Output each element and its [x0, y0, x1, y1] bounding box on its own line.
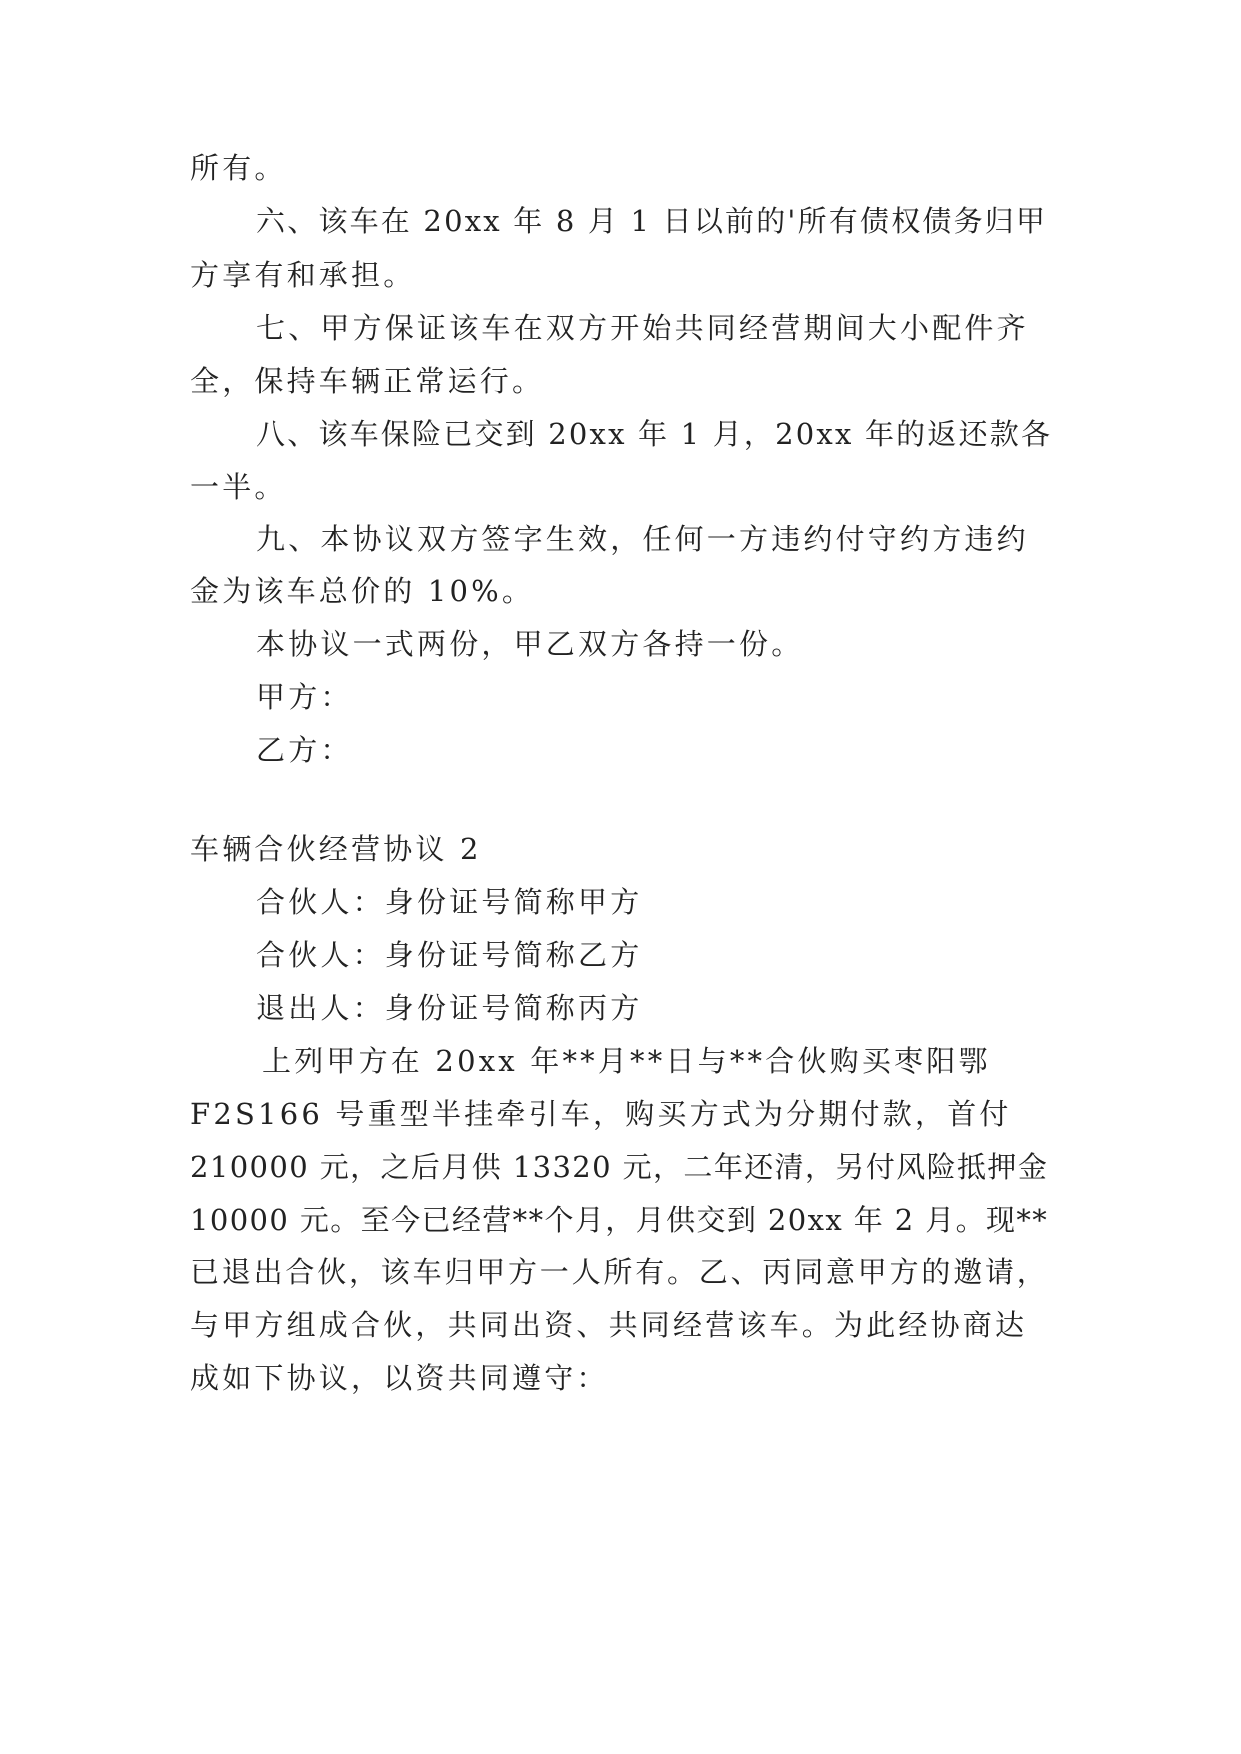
party-a-signature: 甲方： — [256, 680, 353, 714]
copies-statement: 本协议一式两份，甲乙双方各持一份。 — [256, 627, 804, 661]
clause-6-line-1: 六、该车在 20xx 年 8 月 1 日以前的'所有债权债务归甲 — [256, 204, 1048, 238]
body-paragraph-line-6: 与甲方组成合伙，共同出资、共同经营该车。为此经协商达 — [190, 1308, 1028, 1342]
clause-6-line-2: 方享有和承担。 — [190, 258, 416, 292]
party-b-signature: 乙方： — [256, 733, 353, 767]
clause-7-line-1: 七、甲方保证该车在双方开始共同经营期间大小配件齐 — [256, 311, 1029, 345]
clause-8-line-1: 八、该车保险已交到 20xx 年 1 月，20xx 年的返还款各 — [256, 417, 1053, 451]
body-paragraph-line-3: 210000 元，之后月供 13320 元，二年还清，另付风险抵押金 — [190, 1150, 1049, 1184]
clause-9-line-1: 九、本协议双方签字生效，任何一方违约付守约方违约 — [256, 522, 1029, 556]
body-paragraph-line-5: 已退出合伙，该车归甲方一人所有。乙、丙同意甲方的邀请， — [190, 1255, 1049, 1289]
clause-7-line-2: 全，保持车辆正常运行。 — [190, 364, 545, 398]
text-line: 所有。 — [190, 151, 287, 185]
body-paragraph-line-1: 上列甲方在 20xx 年**月**日与**合伙购买枣阳鄂 — [262, 1044, 991, 1078]
body-paragraph-line-2: F2S166 号重型半挂牵引车，购买方式为分期付款，首付 — [190, 1097, 1012, 1131]
partner-a-line: 合伙人：身份证号简称甲方 — [256, 885, 643, 919]
clause-9-line-2: 金为该车总价的 10%。 — [190, 574, 535, 608]
body-paragraph-line-4: 10000 元。至今已经营**个月，月供交到 20xx 年 2 月。现** — [190, 1203, 1049, 1237]
clause-8-line-2: 一半。 — [190, 470, 287, 504]
section-title: 车辆合伙经营协议 2 — [190, 832, 482, 866]
partner-b-line: 合伙人：身份证号简称乙方 — [256, 938, 643, 972]
exiting-partner-line: 退出人：身份证号简称丙方 — [256, 991, 643, 1025]
body-paragraph-line-7: 成如下协议，以资共同遵守： — [190, 1361, 609, 1395]
